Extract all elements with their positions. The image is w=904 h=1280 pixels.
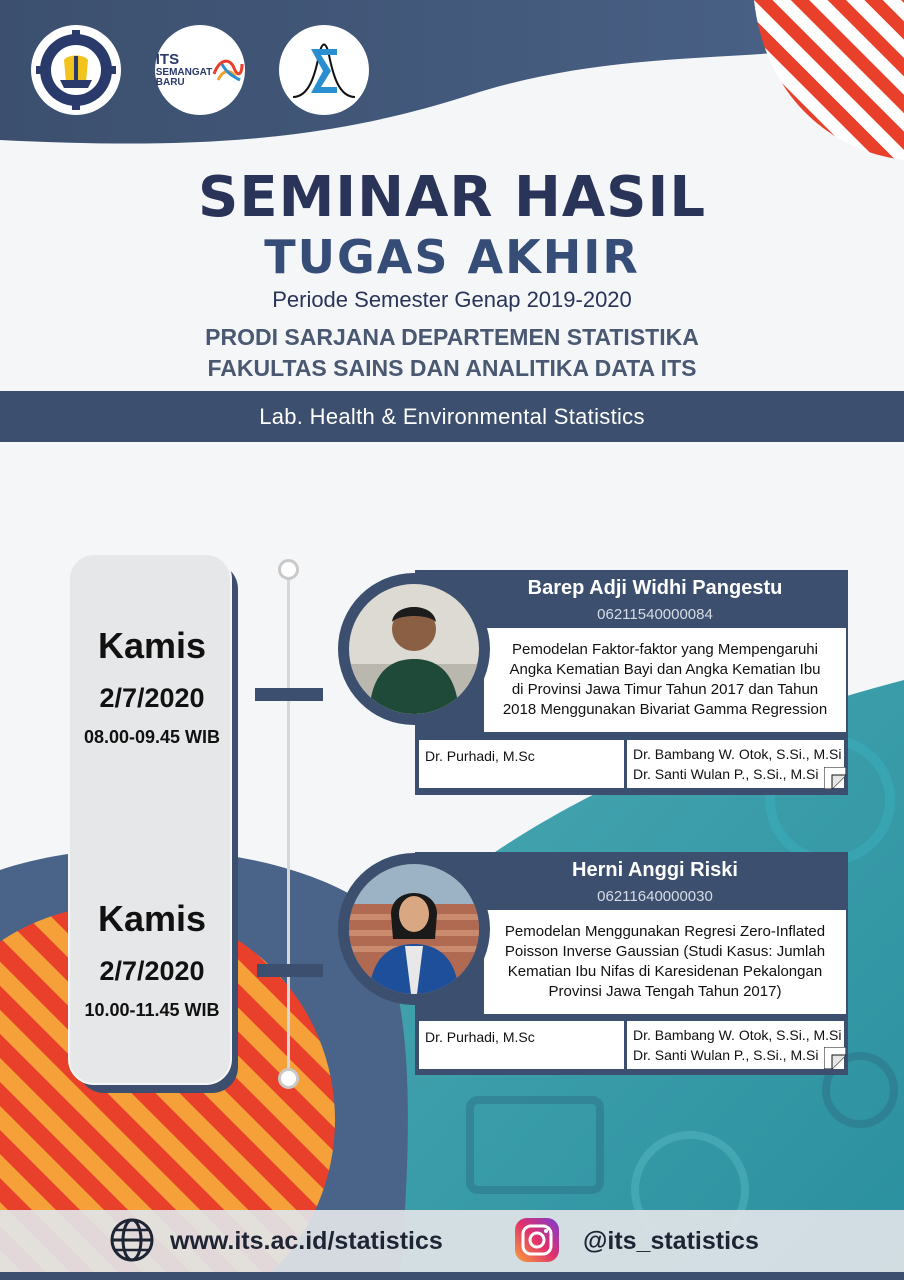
its-emblem-logo: [31, 25, 121, 115]
date-card: [68, 553, 232, 1085]
presenter-1-name: Barep Adji Widhi Pangestu: [527, 577, 783, 599]
presenter-1-advisor: Dr. Purhadi, M.Sc: [419, 740, 624, 788]
session-2-time: 10.00-11.45 WIB: [84, 1000, 220, 1020]
timeline-node-bottom: [278, 1068, 299, 1089]
presenter-2-abstract-line: Kematian Ibu Nifas di Karesidenan Pekalongan: [507, 963, 823, 980]
presenter-2-abstract-line: Provinsi Jawa Tengah Tahun 2017): [548, 983, 782, 1000]
presenter-1-abstract-line: Pemodelan Faktor-faktor yang Mempengaruhi: [511, 641, 818, 658]
ribbon-icon: [212, 54, 244, 86]
statistics-logo: [279, 25, 369, 115]
presenter-2-examiner-2: Dr. Santi Wulan P., S.Si., M.Si: [633, 1047, 819, 1063]
page-subtitle: TUGAS AKHIR: [264, 230, 640, 284]
department-text: [0, 322, 904, 384]
session-1-day: Kamis: [97, 625, 207, 666]
presenter-1-abstract-line: 2018 Menggunakan Bivariat Gamma Regression: [502, 701, 828, 718]
session-2-day: Kamis: [97, 898, 207, 939]
session-1-time: 08.00-09.45 WIB: [83, 727, 221, 747]
person-photo-icon: [349, 584, 479, 714]
person-photo-icon: [349, 864, 479, 994]
presenter-2-abstract-line: Poisson Inverse Gaussian (Studi Kasus: Jumlah: [504, 943, 826, 960]
page-title: SEMINAR HASIL: [197, 165, 707, 230]
presenter-1-abstract-line: Angka Kematian Bayi dan Angka Kematian Ibu: [509, 661, 821, 678]
instagram-handle[interactable]: @its_statistics: [583, 1227, 759, 1255]
presenter-2-abstract: [484, 910, 846, 1014]
presenter-2-nrp: 06211640000030: [597, 888, 713, 905]
session-2-date: 2/7/2020: [99, 956, 205, 986]
presenter-2-abstract-line: Pemodelan Menggunakan Regresi Zero-Inflated: [504, 923, 826, 940]
presenter-1-nrp: 06211540000084: [597, 606, 713, 623]
instagram-icon: [514, 1217, 560, 1263]
presenter-2-name: Herni Anggi Riski: [572, 859, 738, 881]
website-link[interactable]: www.its.ac.id/statistics: [170, 1227, 443, 1255]
timeline-line: [287, 576, 290, 1072]
presenter-1-examiner-2: Dr. Santi Wulan P., S.Si., M.Si: [633, 766, 819, 782]
logo-text-baru: BARU: [155, 77, 185, 88]
footer-bottom-strip: [0, 1272, 904, 1280]
lab-name: Lab. Health & Environmental Statistics: [259, 403, 645, 429]
presenter-1-photo: [349, 584, 479, 714]
its-emblem-icon: [36, 30, 116, 110]
presenter-1-abstract: [484, 628, 846, 732]
logo-text-semangat: SEMANGAT: [155, 67, 213, 78]
timeline-tick-1: [255, 688, 323, 701]
its-semangat-baru-logo: [155, 25, 245, 115]
period-text: Periode Semester Genap 2019-2020: [272, 287, 632, 312]
presenter-1-abstract-line: di Provinsi Jawa Timur Tahun 2017 dan Tahun: [511, 681, 819, 698]
presenter-1-examiners: [627, 740, 844, 788]
timeline-tick-2: [257, 964, 323, 977]
corner-stripes-decoration: [754, 0, 904, 160]
timeline-node-top: [278, 559, 299, 580]
presenter-1-examiner-1: Dr. Bambang W. Otok, S.Si., M.Si: [633, 746, 842, 762]
presenter-2-photo: [349, 864, 479, 994]
logo-text-its: ITS: [155, 51, 180, 68]
page-fold-icon: [824, 1047, 846, 1069]
session-1-date: 2/7/2020: [99, 683, 205, 713]
lab-banner: [0, 391, 904, 442]
page-fold-icon: [824, 767, 846, 789]
presenter-2-advisor: Dr. Purhadi, M.Sc: [419, 1021, 624, 1069]
statistics-sigma-icon: [289, 35, 359, 105]
presenter-2-examiner-1: Dr. Bambang W. Otok, S.Si., M.Si: [633, 1027, 842, 1043]
globe-icon: [109, 1217, 155, 1263]
department-line-2: FAKULTAS SAINS DAN ANALITIKA DATA ITS: [207, 355, 697, 381]
department-line-1: PRODI SARJANA DEPARTEMEN STATISTIKA: [205, 324, 699, 350]
presenter-2-examiners: [627, 1021, 844, 1069]
